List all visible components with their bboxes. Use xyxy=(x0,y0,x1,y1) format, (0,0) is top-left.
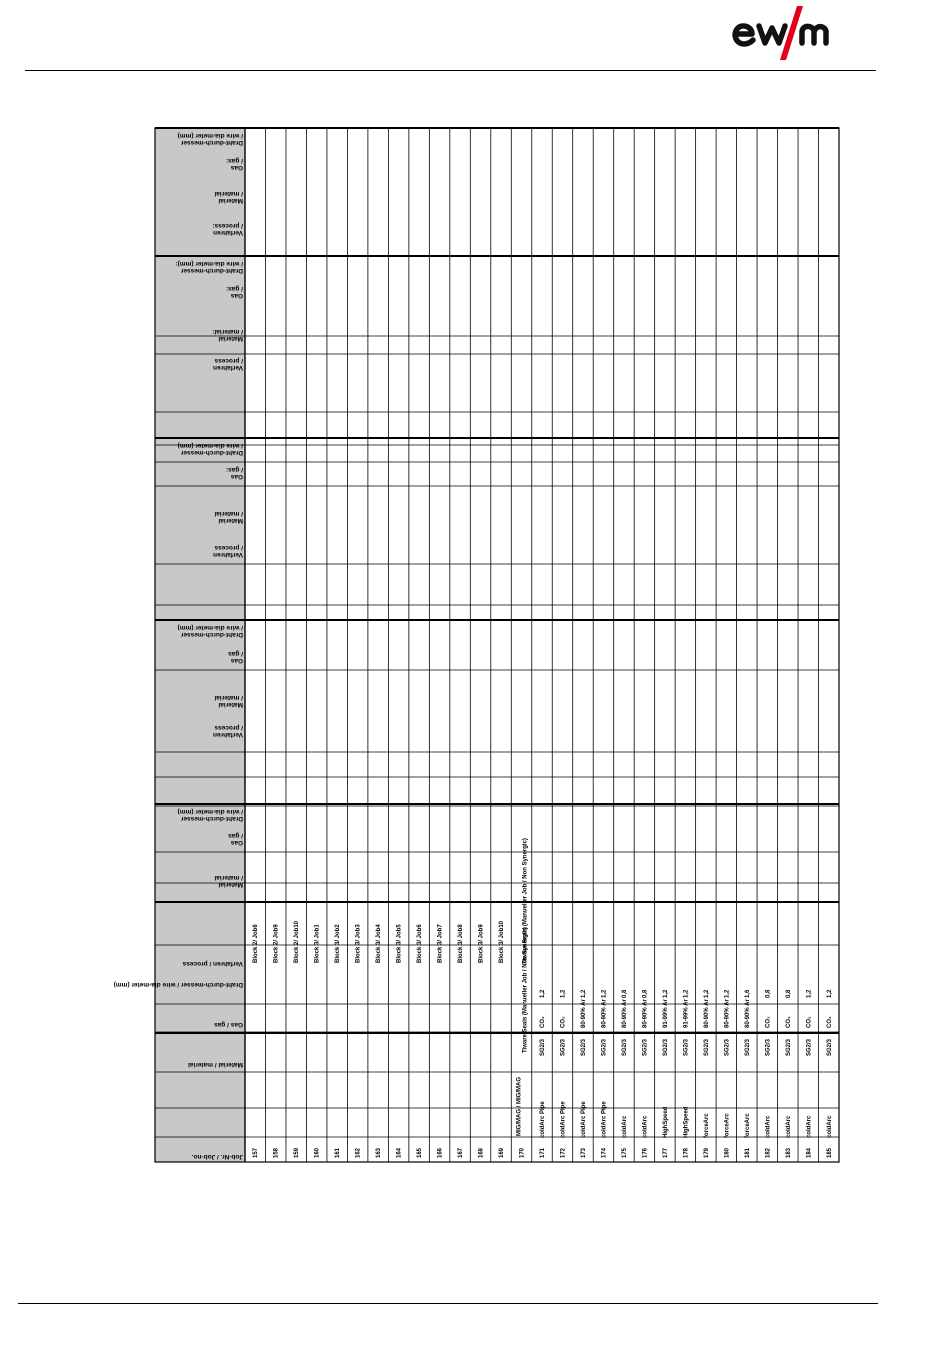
special-group-process: Tiware Seals (Manueller Job / Non Synergic) xyxy=(522,838,529,964)
block-process: Block 3/ Job3 xyxy=(355,924,362,963)
job-gas: CO₂ xyxy=(806,1016,813,1028)
header-label: / process xyxy=(214,357,243,364)
header-label: / wire dia-meter (mm) xyxy=(177,624,243,631)
block-process: Block 3/ Job5 xyxy=(396,924,403,963)
job-material: SG2/3 xyxy=(724,1038,731,1056)
job-wire: 0,8 xyxy=(642,989,649,998)
job-wire: 1,2 xyxy=(662,989,669,998)
header-label: Verfahren xyxy=(213,731,243,738)
job-material: SG2/3 xyxy=(662,1038,669,1056)
header-label: / material xyxy=(214,510,243,517)
job-number: 166 xyxy=(437,1147,444,1158)
job-number: 160 xyxy=(314,1147,321,1158)
job-process: HighSpeed xyxy=(683,1106,690,1138)
footer-rule xyxy=(18,1303,878,1304)
job-process: coldArc xyxy=(642,1115,649,1138)
job-process: HighSpeed xyxy=(662,1106,669,1138)
header-label: Draht-durch-messer xyxy=(180,139,243,146)
header-label: / gas: xyxy=(226,285,243,292)
block-process: Block 3/ Job1 xyxy=(314,924,321,963)
header-label: Gas xyxy=(230,839,243,846)
block-process: Block 3/ Job2 xyxy=(335,924,342,963)
job-wire: 1,2 xyxy=(580,989,587,998)
job-number: 158 xyxy=(273,1147,280,1158)
special-description: Tiware Seals (Manueller Job / Non Synergic) xyxy=(522,927,529,1053)
job-gas: 80-90% Ar xyxy=(744,999,751,1028)
job-wire: 1,2 xyxy=(806,989,813,998)
header-label: Verfahren xyxy=(213,229,243,236)
header-label: / wire dia-meter (mm) xyxy=(177,808,243,815)
job-number: 169 xyxy=(499,1147,506,1158)
job-number: 173 xyxy=(580,1147,587,1158)
header-label: / process: xyxy=(212,222,243,229)
job-material: SG2/3 xyxy=(744,1038,751,1056)
job-number: 179 xyxy=(703,1147,710,1158)
job-number: 157 xyxy=(253,1147,260,1158)
job-number: 180 xyxy=(724,1147,731,1158)
job-material: SG2/3 xyxy=(785,1038,792,1056)
job-number: 185 xyxy=(826,1147,833,1158)
job-wire: 1,2 xyxy=(560,989,567,998)
header-label: / gas: xyxy=(226,466,243,473)
job-process: coldArc Pipe xyxy=(580,1101,587,1138)
job-number: 170 xyxy=(519,1147,526,1158)
job-material: SG2/3 xyxy=(642,1038,649,1056)
block-process: Block 3/ Job8 xyxy=(458,924,465,963)
block-process: Block 2/ Job10 xyxy=(294,920,301,963)
header-label: / process xyxy=(214,724,243,731)
header-label: Gas xyxy=(230,473,243,480)
job-table xyxy=(113,128,839,1162)
header-label: / material: xyxy=(212,328,243,335)
block-process: Block 3/ Job9 xyxy=(478,924,485,963)
job-wire: 1,2 xyxy=(703,989,710,998)
job-number: 177 xyxy=(662,1147,669,1158)
job-wire: 0,8 xyxy=(785,989,792,998)
job-material: SG2/3 xyxy=(601,1038,608,1056)
header-label: Material xyxy=(218,335,243,342)
job-wire: 0,8 xyxy=(621,989,628,998)
block-process: Block 3/ Job6 xyxy=(417,924,424,963)
header-label: / wire dia-meter (mm): xyxy=(175,260,243,267)
job-gas: 80-90% Ar xyxy=(601,999,608,1028)
job-number: 181 xyxy=(744,1147,751,1158)
job-gas: 80-90% Ar xyxy=(703,999,710,1028)
header-label: Draht-durch-messer xyxy=(180,449,243,456)
header-label: / wire dia-meter (mm) xyxy=(177,132,243,139)
job-wire: 1,6 xyxy=(744,989,751,998)
job-gas: 91-99% Ar xyxy=(662,999,669,1028)
job-material: SG2/3 xyxy=(560,1038,567,1056)
job-material: SG2/3 xyxy=(580,1038,587,1056)
block-process: Block 3/ Job4 xyxy=(376,924,383,963)
ewm-logo xyxy=(728,4,862,62)
job-gas: 80-90% Ar xyxy=(642,999,649,1028)
job-material: SG2/3 xyxy=(621,1038,628,1056)
job-process: coldArc xyxy=(785,1115,792,1138)
job-material: SG2/3 xyxy=(765,1038,772,1056)
block-process: Block 2/ Job6 xyxy=(253,924,260,963)
header-label: Draht-durch-messer / wire dia-meter (mm) xyxy=(113,981,243,988)
job-gas: 80-90% Ar xyxy=(724,999,731,1028)
job-number: 184 xyxy=(806,1147,813,1158)
job-process: coldArc xyxy=(765,1115,772,1138)
header-label: Material xyxy=(218,701,243,708)
job-wire: 1,2 xyxy=(540,989,546,998)
block-process: Block 3/ Job7 xyxy=(437,924,444,963)
job-number: 172 xyxy=(560,1147,567,1158)
job-material: SG2/3 xyxy=(806,1038,813,1056)
header-label: Gas xyxy=(230,657,243,664)
job-process: coldArc Pipe xyxy=(560,1101,567,1138)
header-label: / gas: xyxy=(226,157,243,164)
header-label: / process xyxy=(214,544,243,551)
job-gas: 80-90% Ar xyxy=(621,999,628,1028)
header-label: Job-Nr. / Job-no. xyxy=(191,1153,243,1160)
job-gas: CO₂ xyxy=(560,1016,567,1028)
job-process: forceArc xyxy=(703,1113,710,1138)
job-wire: 1,2 xyxy=(601,989,608,998)
job-wire: 1,2 xyxy=(826,989,833,998)
job-material: SG2/3 xyxy=(826,1038,833,1056)
header-label: Draht-durch-messer xyxy=(180,267,243,274)
header-label: Material / material xyxy=(188,1061,243,1068)
header-label: Material xyxy=(218,517,243,524)
job-table-svg xyxy=(113,128,839,1162)
job-gas: CO₂ xyxy=(785,1016,792,1028)
job-material: SG2/3 xyxy=(703,1038,710,1056)
job-process: coldArc xyxy=(826,1115,833,1138)
header-label: Gas / gas xyxy=(214,1021,243,1028)
header-label: Material xyxy=(218,197,243,204)
job-process: coldArc xyxy=(621,1115,628,1138)
header-label: Verfahren xyxy=(213,551,243,558)
job-number: 161 xyxy=(335,1147,342,1158)
header-label: / material xyxy=(214,694,243,701)
block-process: Block 2/ Job9 xyxy=(273,924,280,963)
header-rule xyxy=(25,70,876,71)
job-material: SG2/3 xyxy=(540,1038,546,1056)
header-label: / gas xyxy=(228,650,243,657)
job-process: coldArc xyxy=(806,1115,813,1138)
job-process: forceArc xyxy=(724,1113,731,1138)
header-label: Verfahren xyxy=(213,364,243,371)
job-gas: 91-99% Ar xyxy=(683,999,690,1028)
job-number: 164 xyxy=(396,1147,403,1158)
job-process: coldArc Pipe xyxy=(601,1101,608,1138)
job-gas: CO₂ xyxy=(826,1016,833,1028)
job-gas: CO₂ xyxy=(765,1016,772,1028)
block-process: Block 3/ Job10 xyxy=(499,920,506,963)
job-number: 178 xyxy=(683,1147,690,1158)
header-label: Gas xyxy=(230,292,243,299)
job-process: coldArc Pipe xyxy=(540,1101,546,1138)
job-number: 162 xyxy=(355,1147,362,1158)
header-label: / material xyxy=(214,874,243,881)
job-gas: 80-90% Ar xyxy=(580,999,587,1028)
job-number: 163 xyxy=(376,1147,383,1158)
special-process: MIG/MAG / MIG/MAG xyxy=(516,1077,523,1136)
job-number: 175 xyxy=(621,1147,628,1158)
header-label: / material xyxy=(214,190,243,197)
header-label: Verfahren / process xyxy=(182,960,243,967)
job-wire: 1,2 xyxy=(683,989,690,998)
header-label: Material xyxy=(218,881,243,888)
job-number: 182 xyxy=(765,1147,772,1158)
job-material: SG2/3 xyxy=(683,1038,690,1056)
job-number: 174 xyxy=(601,1147,608,1158)
job-number: 168 xyxy=(478,1147,485,1158)
job-wire: 0,8 xyxy=(765,989,772,998)
job-process: forceArc xyxy=(744,1113,751,1138)
job-number: 183 xyxy=(785,1147,792,1158)
header-label: / wire dia-meter (mm) xyxy=(177,442,243,449)
job-number: 171 xyxy=(540,1147,546,1158)
job-wire: 1,2 xyxy=(724,989,731,998)
job-number: 167 xyxy=(458,1147,465,1158)
job-number: 159 xyxy=(294,1147,301,1158)
header-label: / gas xyxy=(228,832,243,839)
header-label: Gas xyxy=(230,164,243,171)
header-label: Draht-durch-messer xyxy=(180,631,243,638)
job-gas: CO₂ xyxy=(540,1016,546,1028)
header-label: Draht-durch-messer xyxy=(180,815,243,822)
job-number: 165 xyxy=(417,1147,424,1158)
job-number: 176 xyxy=(642,1147,649,1158)
header-column-bg xyxy=(155,128,245,1162)
